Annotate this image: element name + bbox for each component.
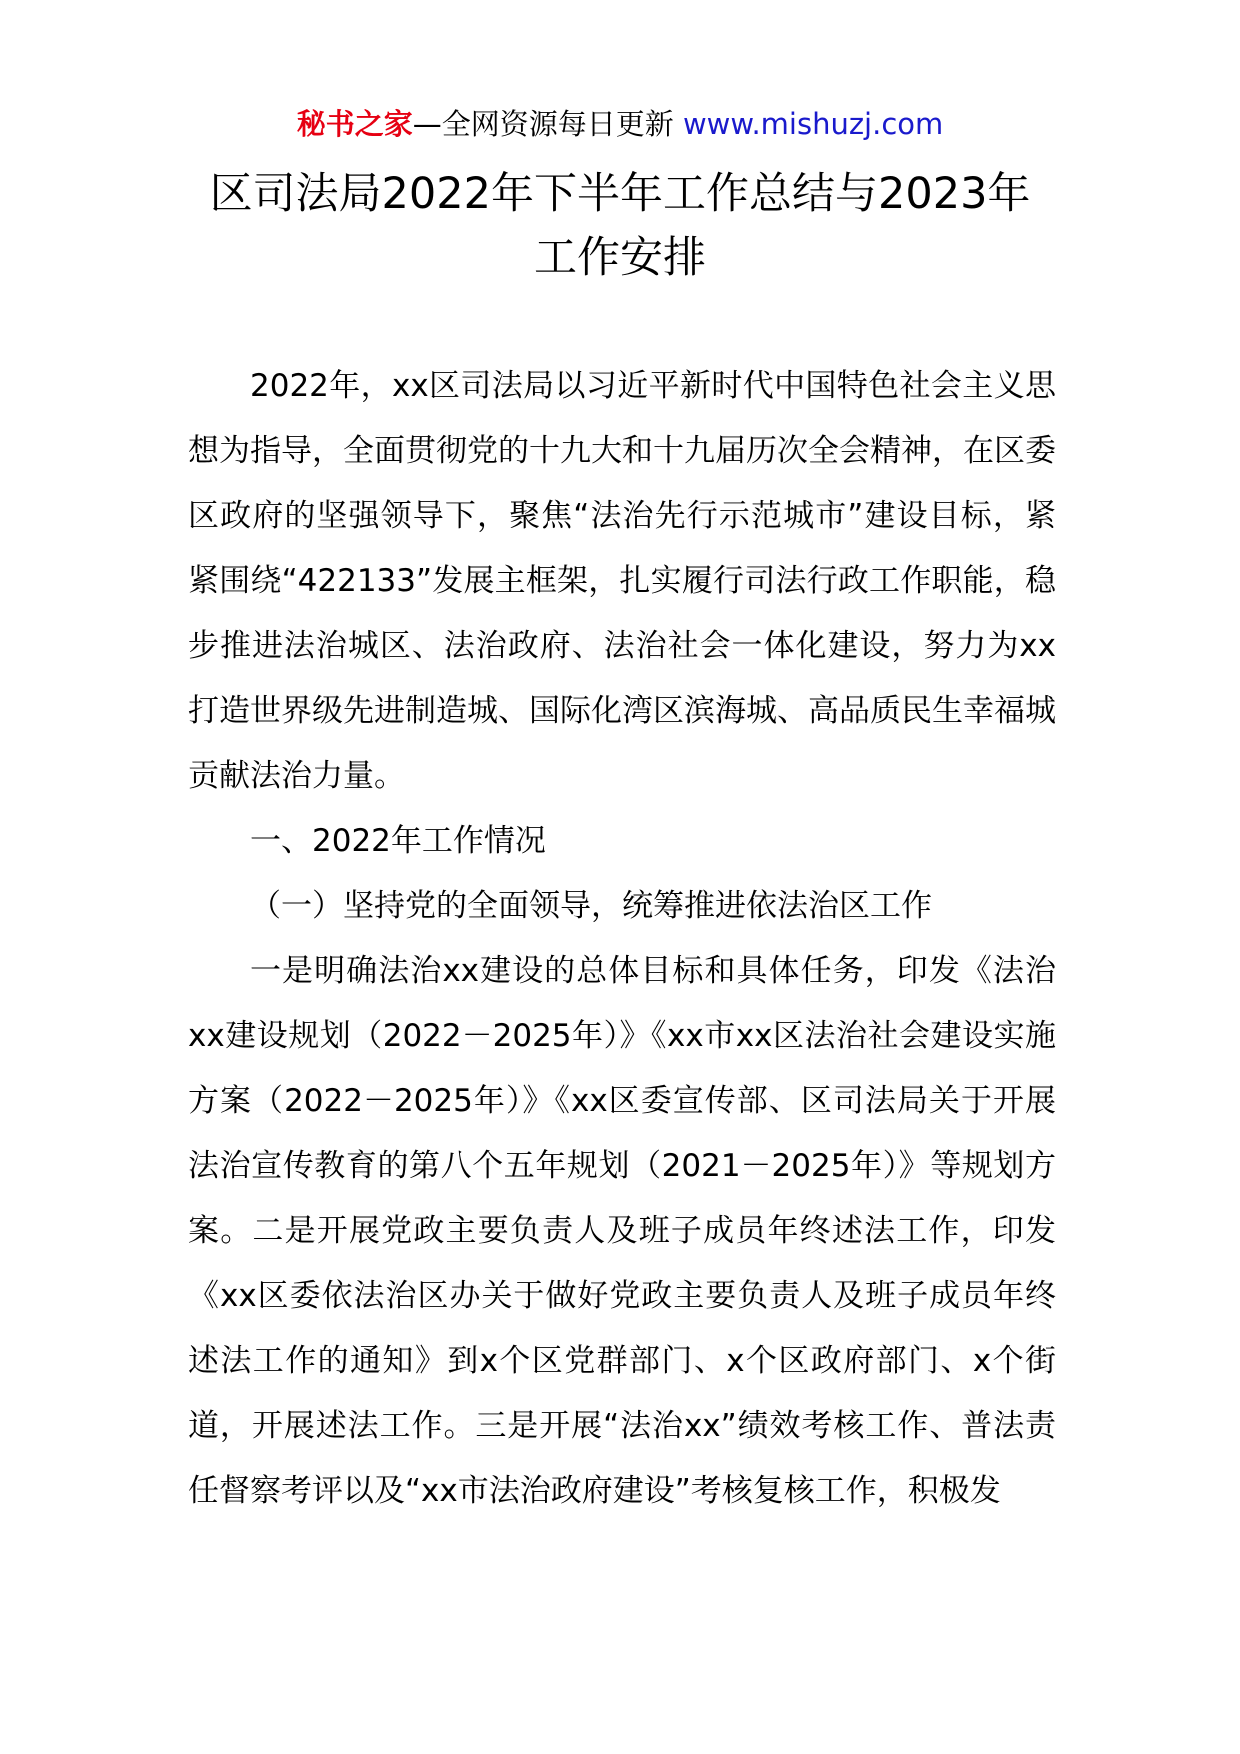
site-banner — [0, 104, 1240, 144]
subsection-heading-1: （一）坚持党的全面领导，统筹推进依法治区工作 — [250, 888, 932, 924]
body-paragraph-details: 一是明确法治xx建设的总体目标和具体任务，印发《法治xx建设规划（2022－2025年）》《xx市xx区法治社会建设实施方案（2022－2025年）》《xx区委宣传部、区司法局关于开展法治宣传教育的第八个五年规划（2021－2025年）》等规划方案。二是开展党政主要负责人及班子成员年终述法工作，印发《xx区委依法治区办关于做好党政主要负责人及班子成员年终述法工作的通知》到x个区党群部门、x个区政府部门、x个街道，开展述法工作。三是开展“法治xx”绩效考核工作、普法责任督察考评以及“xx市法治政府建设”考核复核工作，积极发 — [188, 953, 1056, 1509]
document-body — [188, 354, 1056, 1524]
banner-brand: 秘书之家 — [296, 107, 413, 141]
document-title-line-1: 区司法局2022年下半年工作总结与2023年 — [209, 169, 1031, 219]
document-title — [120, 162, 1120, 290]
banner-tagline: —全网资源每日更新 — [412, 107, 683, 141]
document-title-line-2: 工作安排 — [534, 233, 706, 283]
banner-url-link[interactable]: www.mishuzj.com — [682, 107, 944, 141]
body-paragraph-intro: 2022年，xx区司法局以习近平新时代中国特色社会主义思想为指导，全面贯彻党的十九大和十九届历次全会精神，在区委区政府的坚强领导下，聚焦“法治先行示范城市”建设目标，紧紧围绕“422133”发展主框架，扎实履行司法行政工作职能，稳步推进法治城区、法治政府、法治社会一体化建设，努力为xx打造世界级先进制造城、国际化湾区滨海城、高品质民生幸福城贡献法治力量。 — [188, 368, 1056, 794]
section-heading-1: 一、2022年工作情况 — [250, 823, 546, 859]
